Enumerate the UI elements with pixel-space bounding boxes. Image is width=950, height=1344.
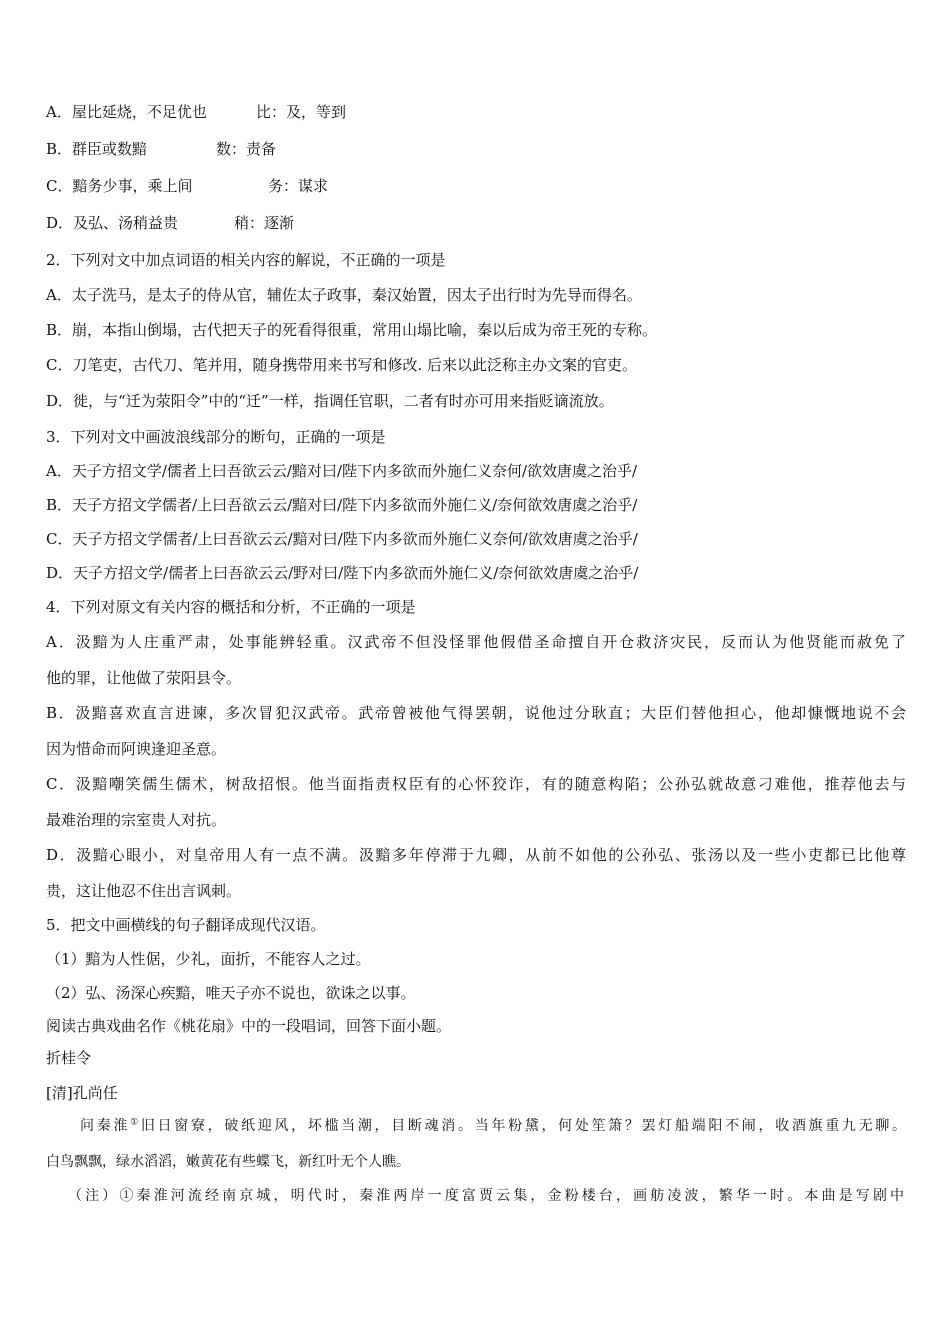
poem-body-opening: 问秦淮: [80, 1118, 131, 1134]
q1-option-c-gloss: 务：谋求: [268, 177, 329, 195]
q4-option-b-line1: B．汲黯喜欢直言进谏，多次冒犯汉武帝。武帝曾被他气得罢朝，说他过分耿直；大臣们替他担心，他却慷慨地说不会: [46, 704, 906, 722]
q1-option-a-text: A．屋比延烧，不足优也: [46, 103, 207, 121]
q3-option-a: A．天子方招文学/儒者上曰吾欲云云/黯对曰/陛下内多欲而外施仁义奈何/欲效唐虞之治乎/: [46, 462, 638, 480]
q3-option-c: C．天子方招文学儒者/上曰吾欲云云/黯对曰/陛下内多欲而外施仁义奈何/欲效唐虞之治乎/: [46, 530, 638, 548]
q3-option-d: D．天子方招文学/儒者上曰吾欲云云/野对曰/陛下内多欲而外施仁义/奈何欲效唐虞之治乎/: [46, 564, 639, 582]
q2-option-a: A．太子洗马，是太子的侍从官，辅佐太子政事，秦汉始置，因太子出行时为先导而得名。: [46, 286, 642, 304]
q1-option-d-gloss: 稍：逐渐: [234, 214, 295, 232]
q1-option-c: [46, 176, 328, 196]
q4-option-c-line2: 最难治理的宗室贵人对抗。: [46, 811, 227, 829]
q4-option-c-line1: C．汲黯嘲笑儒生儒术，树敌招恨。他当面指责权臣有的心怀狡诈，有的随意构陷；公孙弘就故意刁难他，推荐他去与: [46, 775, 906, 793]
poem-title: 折桂令: [46, 1049, 92, 1067]
poem-body-line1: [80, 1116, 906, 1136]
q4-stem: 4．下列对原文有关内容的概括和分析，不正确的一项是: [46, 598, 416, 616]
poem-intro: 阅读古典戏曲名作《桃花扇》中的一段唱词，回答下面小题。: [46, 1017, 452, 1035]
q1-option-d-text: D．及弘、汤稍益贵: [46, 214, 179, 232]
q2-option-d: D．徙，与“迁为荥阳令”中的“迁”一样，指调任官职，二者有时亦可用来指贬谪流放。: [46, 392, 614, 410]
q4-option-b-line2: 因为惜命而阿谀逢迎圣意。: [46, 740, 227, 758]
q3-stem: 3．下列对文中画波浪线部分的断句，正确的一项是: [46, 428, 386, 446]
q1-option-d: [46, 213, 294, 233]
q2-option-c: C．刀笔吏，古代刀、笔并用，随身携带用来书写和修改. 后来以此泛称主办文案的官吏。: [46, 356, 638, 374]
poem-body-line2: 白鸟飘飘，绿水滔滔，嫩黄花有些蝶飞，新红叶无个人瞧。: [46, 1154, 410, 1170]
q4-option-a-line1: A．汲黯为人庄重严肃，处事能辨轻重。汉武帝不但没怪罪他假借圣命擅自开仓救济灾民，反而认为他贤能而赦免了: [46, 633, 906, 651]
q4-option-d-line2: 贵，这让他忍不住出言讽刺。: [46, 882, 242, 900]
poem-footnote: （注）①秦淮河流经南京城，明代时，秦淮两岸一度富贾云集，金粉楼台，画舫凌波，繁华一时。本曲是写剧中: [68, 1188, 904, 1204]
q1-option-a-gloss: 比：及，等到: [256, 103, 347, 121]
q4-option-d-line1: D．汲黯心眼小，对皇帝用人有一点不满。汲黯多年停滞于九卿，从前不如他的公孙弘、张汤以及一些小吏都已比他尊: [46, 846, 906, 864]
q4-option-a-line2: 他的罪，让他做了荥阳县令。: [46, 669, 242, 687]
q5-stem: 5．把文中画横线的句子翻译成现代汉语。: [46, 916, 326, 934]
q5-item-1: （1）黯为人性倨，少礼，面折，不能容人之过。: [46, 950, 371, 968]
q1-option-b: [46, 139, 276, 159]
q2-option-b: B．崩，本指山倒塌，古代把天子的死看得很重，常用山塌比喻，秦以后成为帝王死的专称。: [46, 321, 658, 339]
q1-option-c-text: C．黯务少事，乘上间: [46, 177, 193, 195]
poem-note-marker: ①: [130, 1117, 141, 1128]
q1-option-b-text: B．群臣或数黯: [46, 140, 148, 158]
q1-option-a: [46, 102, 346, 122]
q5-item-2: （2）弘、汤深心疾黯，唯天子亦不说也，欲诛之以事。: [46, 984, 416, 1002]
poem-body-line1-rest: 旧日窗寮，破纸迎风，坏槛当潮，目断魂消。当年粉黛，何处笙箫？罢灯船端阳不闹，收酒旗重九无聊。: [140, 1118, 906, 1134]
poem-author: [清]孔尚任: [46, 1084, 118, 1102]
q1-option-b-gloss: 数：责备: [216, 140, 277, 158]
q3-option-b: B．天子方招文学儒者/上曰吾欲云云/黯对曰/陛下内多欲而外施仁义/奈何欲效唐虞之治乎/: [46, 496, 638, 514]
q2-stem: 2．下列对文中加点词语的相关内容的解说，不正确的一项是: [46, 251, 446, 269]
